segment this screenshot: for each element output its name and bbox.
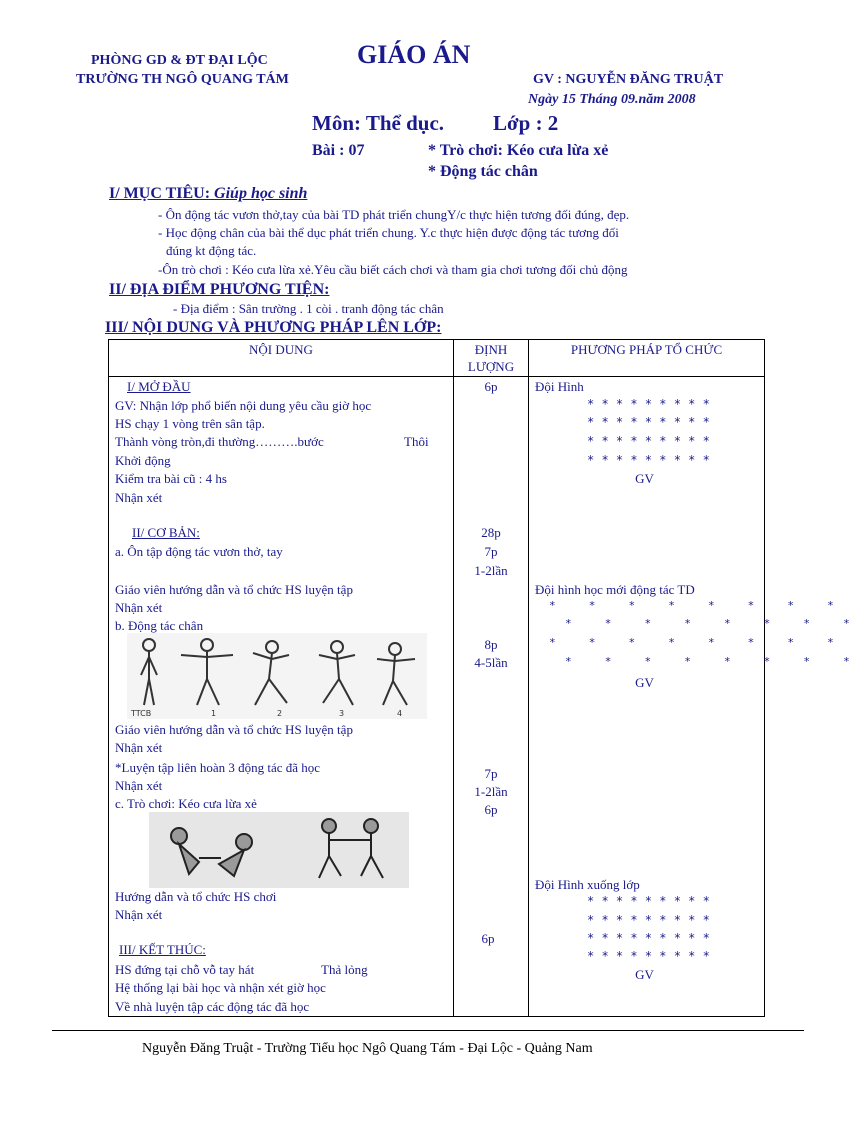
content-line: b. Động tác chân xyxy=(115,618,204,633)
topic-game: * Trò chơi: Kéo cưa lừa xẻ xyxy=(428,142,609,159)
formation-stars: * * * * * * * * * xyxy=(587,913,710,927)
footer-divider xyxy=(52,1030,804,1031)
content-line: HS đứng tại chỗ vỗ tay hát xyxy=(115,962,255,977)
content-line: Nhận xét xyxy=(115,740,163,755)
school-name: TRƯỜNG TH NGÔ QUANG TÁM xyxy=(76,72,289,87)
quantity-value: 1-2lần xyxy=(474,784,508,799)
formation-stars: * * * * * * * * * xyxy=(587,894,710,908)
objective-line: đúng kt động tác. xyxy=(166,243,257,258)
method-column xyxy=(529,377,850,1017)
content-line: Thả lỏng xyxy=(321,962,368,977)
content-line: *Luyện tập liên hoàn 3 động tác đã học xyxy=(115,760,321,775)
formation-stars: * * * * * * * * xyxy=(549,636,834,649)
formation-stars: * * * * * * * * * xyxy=(587,397,710,411)
formation-stars: * * * * * * * * xyxy=(565,617,850,630)
content-line: c. Trò chơi: Kéo cưa lừa xẻ xyxy=(115,796,257,811)
quantity-value: 7p xyxy=(484,544,498,559)
content-line: Thành vòng tròn,đi thường……….bước xyxy=(115,434,324,449)
figure-label-ttcb: TTCB xyxy=(131,709,152,718)
content-line: a. Ôn tập động tác vươn thở, tay xyxy=(115,544,283,559)
subject-label: Môn: Thể dục. xyxy=(312,111,445,135)
objective-line: - Ôn động tác vươn thở,tay của bài TD phát triển chungY/c thực hiện tương đối đúng, đẹp. xyxy=(158,207,630,222)
content-line: Nhận xét xyxy=(115,907,163,922)
formation-stars: * * * * * * * * xyxy=(565,655,850,668)
header-method: PHƯƠNG PHÁP TỔ CHỨC xyxy=(529,340,765,377)
content-line: Giáo viên hướng dẫn và tổ chức HS luyện tập xyxy=(115,582,353,597)
content-line: Nhận xét xyxy=(115,490,163,505)
objectives-heading: I/ MỤC TIÊU: Giúp học sinh xyxy=(109,185,308,202)
content-heading: III/ NỘI DUNG VÀ PHƯƠNG PHÁP LÊN LỚP: xyxy=(105,319,442,336)
saw-game-illustration xyxy=(149,812,409,888)
page-footer: Nguyễn Đăng Truật - Trường Tiểu học Ngô Quang Tám - Đại Lộc - Quảng Nam xyxy=(142,1041,593,1056)
location-line: - Địa điểm : Sân trường . 1 còi . tranh động tác chân xyxy=(173,301,444,316)
formation-title: Đội Hình xuống lớp xyxy=(535,877,640,892)
quantity-value: 8p xyxy=(484,637,498,652)
objective-line: - Học động chân của bài thể dục phát triển chung. Y.c thực hiện được động tác tương đối xyxy=(158,225,619,240)
quantity-value: 6p xyxy=(484,379,498,394)
figure-label: 2 xyxy=(277,709,283,718)
formation-stars: * * * * * * * * xyxy=(549,599,834,612)
document-title: GIÁO ÁN xyxy=(357,40,471,69)
content-line: Nhận xét xyxy=(115,600,163,615)
quantity-value: 6p xyxy=(484,802,498,817)
formation-stars: * * * * * * * * * xyxy=(587,931,710,945)
quantity-column xyxy=(454,377,529,1017)
quantity-value: 6p xyxy=(481,931,495,946)
topic-leg-exercise: * Động tác chân xyxy=(428,163,538,180)
teacher-name: GV : NGUYỄN ĐĂNG TRUẬT xyxy=(533,72,724,87)
content-line: Kiểm tra bài cũ : 4 hs xyxy=(115,471,227,486)
quantity-value: 4-5lần xyxy=(474,655,508,670)
lesson-date: Ngày 15 Tháng 09.năm 2008 xyxy=(528,92,696,107)
lesson-plan-table xyxy=(108,339,850,1017)
formation-stars: * * * * * * * * * xyxy=(587,434,710,448)
content-line: HS chạy 1 vòng trên sân tập. xyxy=(115,416,265,431)
part-main-title: II/ CƠ BẢN: xyxy=(132,525,200,540)
department-name: PHÒNG GD & ĐT ĐẠI LỘC xyxy=(91,53,268,68)
content-line: Hướng dẫn và tổ chức HS chơi xyxy=(115,889,277,904)
content-line: Giáo viên hướng dẫn và tổ chức HS luyện tập xyxy=(115,722,353,737)
quantity-value: 7p xyxy=(484,766,498,781)
teacher-position: GV xyxy=(635,471,654,486)
formation-title: Đội hình học mới động tác TD xyxy=(535,582,695,597)
part-closing-title: III/ KẾT THÚC: xyxy=(119,942,206,957)
leg-exercise-illustration xyxy=(127,633,427,719)
content-line: Khởi động xyxy=(115,453,171,468)
content-line: Nhận xét xyxy=(115,778,163,793)
location-heading: II/ ĐỊA ĐIỂM PHƯƠNG TIỆN: xyxy=(109,281,330,298)
figure-label: 1 xyxy=(211,709,217,718)
formation-stars: * * * * * * * * * xyxy=(587,415,710,429)
teacher-position: GV xyxy=(635,967,654,982)
lesson-number: Bài : 07 xyxy=(312,142,365,159)
content-line: Về nhà luyện tập các động tác đã học xyxy=(115,999,310,1014)
objective-line: -Ôn trò chơi : Kéo cưa lừa xẻ.Yêu cầu biết cách chơi và tham gia chơi tương đối chủ động xyxy=(158,262,628,277)
content-line: Thôi xyxy=(404,434,429,449)
content-column xyxy=(109,377,454,1017)
figure-label: 4 xyxy=(397,709,403,718)
quantity-value: 28p xyxy=(481,525,501,540)
figure-label: 3 xyxy=(339,709,345,718)
part-opening-title: I/ MỞ ĐẦU xyxy=(127,379,191,394)
content-line: Hệ thống lại bài học và nhận xét giờ học xyxy=(115,980,326,995)
teacher-position: GV xyxy=(635,675,654,690)
content-line: GV: Nhận lớp phổ biến nội dung yêu cầu giờ học xyxy=(115,398,372,413)
grade-label: Lớp : 2 xyxy=(493,111,559,135)
quantity-value: 1-2lần xyxy=(474,563,508,578)
header-content: NỘI DUNG xyxy=(109,340,454,377)
formation-stars: * * * * * * * * * xyxy=(587,453,710,467)
formation-title: Đội Hình xyxy=(535,379,584,394)
header-quantity: ĐỊNH LƯỢNG xyxy=(454,340,529,377)
formation-stars: * * * * * * * * * xyxy=(587,949,710,963)
